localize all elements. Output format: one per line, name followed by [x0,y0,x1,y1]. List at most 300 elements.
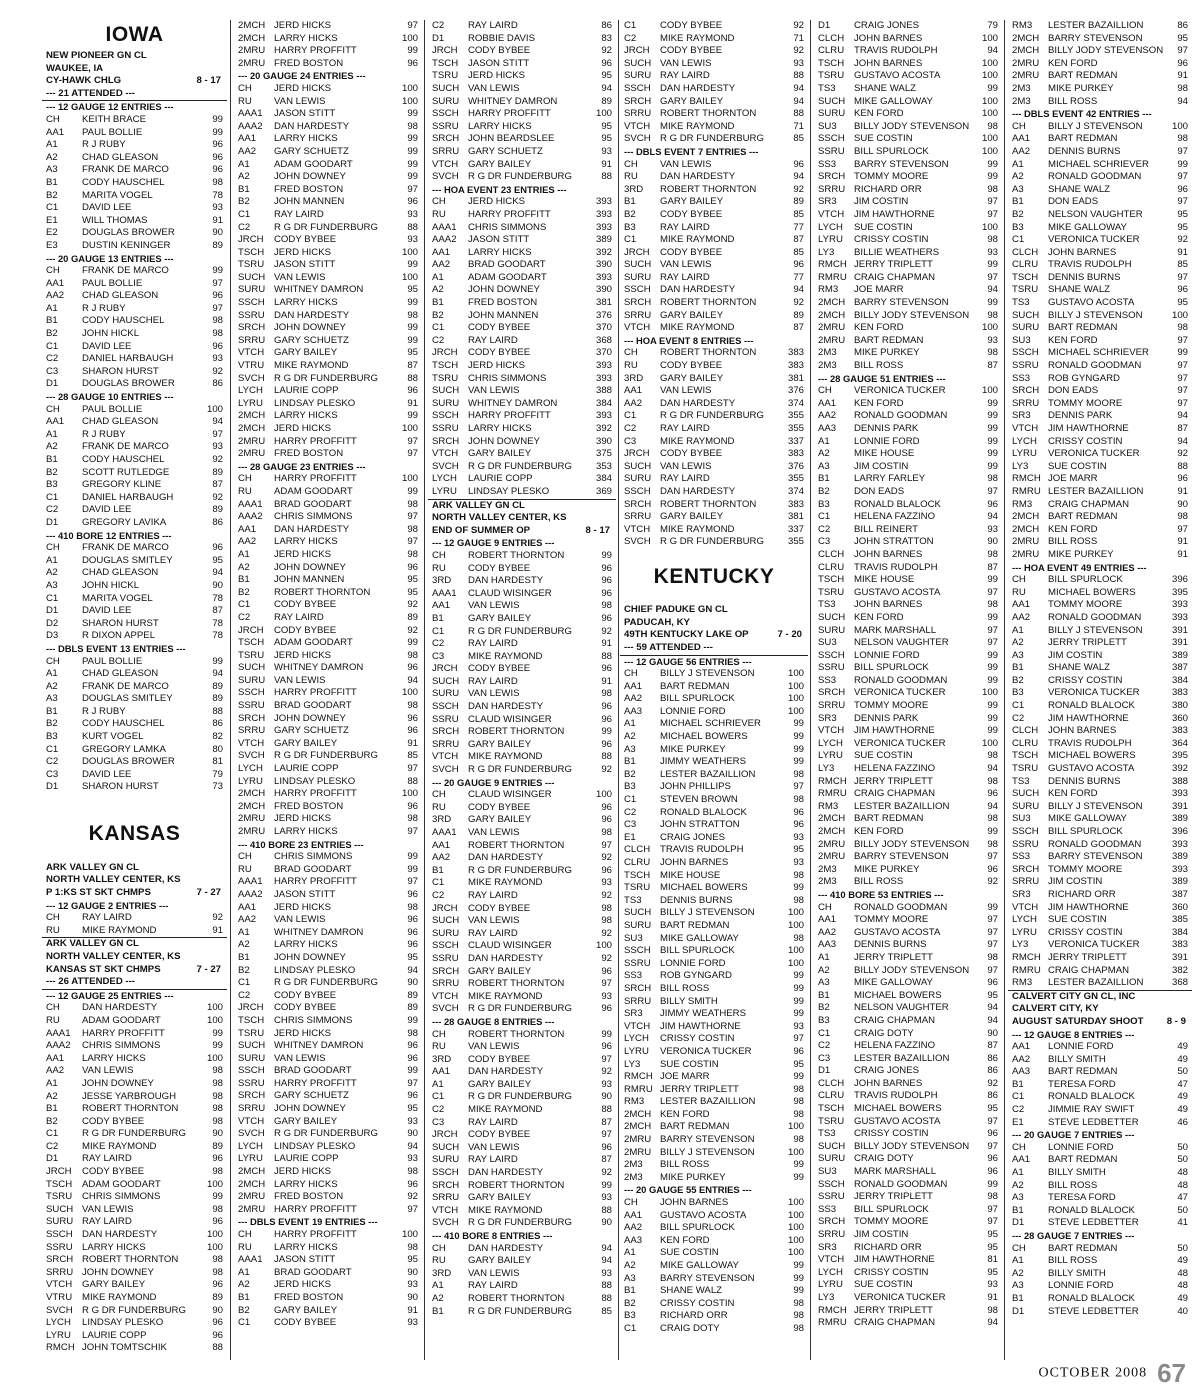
class-code: 2MRU [238,1191,266,1203]
score: 383 [1171,687,1188,699]
shooter-name: WHITNEY DAMRON [274,1040,364,1052]
score: 93 [601,1078,612,1090]
shooter-name: JERD HICKS [274,20,332,31]
score: 92 [601,1167,612,1179]
result-row [42,378,227,391]
result-row [234,574,422,587]
result-row [1008,448,1192,461]
score: 384 [1171,674,1188,686]
score: 92 [407,1191,418,1203]
class-code: A3 [818,977,830,989]
class-code: LYRU [238,1153,263,1165]
event-header: --- 28 GAUGE 23 ENTRIES --- [238,460,366,472]
result-row [814,310,1002,323]
class-code: 2M3 [624,1171,643,1183]
result-row [620,171,808,184]
class-code: C3 [818,1052,831,1064]
shooter-name: ROBERT THORNTON [468,978,565,990]
class-code: AAA1 [432,827,457,838]
class-code: SRCH [1012,863,1040,875]
score: 95 [987,1103,998,1115]
class-code: CH [46,912,60,924]
result-row [428,1243,616,1256]
class-code: AA1 [818,397,837,409]
shooter-name: WHITNEY DAMRON [468,397,558,409]
score: 88 [601,1292,612,1304]
shooter-name: MIKE RAYMOND [82,924,157,936]
class-code: SS3 [818,158,837,170]
score: 96 [987,1128,998,1140]
score: 392 [595,423,612,434]
shooter-name: CRAIG JONES [660,831,726,843]
class-code: B2 [46,1115,58,1127]
class-code: C2 [46,504,59,516]
result-row [1008,45,1192,58]
club-header-line: ARK VALLEY GN CL [432,499,525,511]
class-code: D2 [46,617,59,629]
result-row [234,813,422,826]
result-row [814,1116,1002,1129]
class-code: SSCH [1012,347,1039,359]
class-code: SURU [818,1153,846,1165]
shooter-name: MIKE RAYMOND [468,751,543,763]
result-row [428,688,616,701]
class-code: SSRU [818,1191,845,1203]
result-row [1008,1293,1192,1306]
class-code: B1 [1012,196,1024,208]
result-row [42,1141,227,1154]
score: 100 [401,271,418,283]
shooter-name: VAN LEWIS [468,915,520,927]
shooter-name: CRISSY COSTIN [660,1297,735,1309]
shooter-name: GARY BAILEY [468,738,532,750]
result-row [42,1028,227,1041]
score: 96 [407,662,418,674]
column-divider [424,20,425,1360]
result-row [1008,171,1192,184]
result-row [620,756,808,769]
class-code: SUCH [818,1140,846,1152]
result-row [234,322,422,335]
result-row [428,486,616,500]
shooter-name: JERD HICKS [274,548,332,560]
class-code: CH [1012,574,1026,586]
class-code: B2 [238,586,250,598]
shooter-name: MICHAEL SCHRIEVER [1048,347,1149,359]
result-row [814,473,1002,486]
shooter-name: RONALD GOODMAN [854,410,948,422]
score: 91 [601,675,612,687]
result-row [42,668,227,681]
shooter-name: RONALD GOODMAN [854,901,948,913]
class-code: 2MCH [624,1121,652,1133]
result-row [234,738,422,751]
score: 99 [793,756,804,768]
shooter-name: R G DR FUNDERBURG [82,1304,186,1316]
shooter-name: FRANK DE MARCO [82,265,169,277]
result-row [814,965,1002,978]
result-row [428,865,616,878]
class-code: TSRU [818,586,845,598]
score: 94 [987,1317,998,1329]
shooter-name: LONNIE FORD [660,705,726,717]
score: 99 [793,995,804,1007]
score: 95 [601,133,612,145]
score: 85 [1177,259,1188,271]
result-row [814,1292,1002,1305]
issue-date: OCTOBER 2008 [1038,1365,1148,1381]
result-row [234,562,422,575]
class-code: AAA2 [238,120,263,132]
class-code: 2M3 [818,360,837,372]
class-code: SSRU [1012,360,1039,372]
result-row [428,1255,616,1268]
score: 100 [981,70,998,82]
score: 100 [787,1209,804,1221]
score: 97 [1177,271,1188,283]
class-code: AA3 [624,1234,643,1246]
score: 92 [601,764,612,776]
class-code: SRRU [624,995,652,1007]
class-code: A1 [432,1078,444,1090]
result-row [620,473,808,486]
class-code: CH [432,789,446,801]
shooter-name: WHITNEY DAMRON [274,926,364,938]
class-code: SUCH [818,95,846,107]
shooter-name: JIM HAWTHORNE [854,725,935,737]
shooter-name: MARITA VOGEL [82,189,153,201]
result-row [234,1292,422,1305]
class-code: SRCH [432,965,460,977]
shooter-name: JERD HICKS [468,196,526,208]
shooter-name: R G DR FUNDERBURG [274,1128,378,1140]
shooter-name: BILL ROSS [1048,95,1098,107]
shooter-name: TRAVIS RUDOLPH [854,1090,938,1102]
shooter-name: JIMMIE RAY SWIFT [1048,1104,1135,1116]
result-row [428,1180,616,1193]
score: 99 [793,1260,804,1271]
score: 97 [987,637,998,649]
score: 100 [595,108,612,120]
class-code: C1 [624,20,637,31]
shooter-name: JERD HICKS [274,1279,332,1291]
score: 388 [1171,775,1188,787]
class-code: TSRU [432,70,459,82]
class-code: A2 [818,964,830,976]
result-row [1008,1117,1192,1130]
class-code: SVCH [238,1128,265,1140]
shooter-name: SHARON HURST [82,365,159,377]
result-row [234,536,422,549]
result-row [428,1142,616,1155]
shooter-name: DENNIS PARK [854,712,919,724]
result-row [234,612,422,625]
shooter-name: GARY BAILEY [468,158,532,170]
score: 383 [787,498,804,510]
result-row [428,373,616,386]
shooter-name: DOUGLAS SMITLEY [82,693,173,705]
result-row [42,1204,227,1217]
result-row [814,171,1002,184]
result-row [234,625,422,638]
score: 383 [787,347,804,359]
shooter-name: LARRY HICKS [468,120,532,132]
class-code: B2 [238,196,250,208]
shooter-name: GARY BAILEY [468,1078,532,1090]
shooter-name: DON EADS [854,485,905,497]
class-code: RMRU [818,788,847,800]
class-code: C1 [818,511,831,523]
result-row [234,234,422,247]
shooter-name: JOHN TOMTSCHIK [82,1342,167,1354]
shooter-name: MIKE RAYMOND [468,990,543,1002]
result-row [814,284,1002,297]
result-row [428,310,616,323]
class-code: B2 [46,718,58,730]
result-row [620,461,808,474]
result-row [1008,247,1192,260]
score: 98 [407,523,418,535]
shooter-name: JOHN BARNES [854,548,923,560]
score: 94 [1177,435,1188,447]
class-code: LY3 [818,246,835,258]
class-code: B1 [818,989,830,1001]
score: 96 [793,819,804,831]
score: 98 [407,548,418,560]
shooter-name: JOHN DOWNEY [82,1266,154,1278]
class-code: SURU [432,95,460,107]
score: 77 [793,221,804,233]
class-code: SRRU [1012,397,1040,409]
shooter-name: VAN LEWIS [82,1065,134,1077]
shooter-name: JIM HAWTHORNE [1048,901,1129,913]
result-row [620,96,808,109]
result-row [428,626,616,639]
score: 97 [407,826,418,837]
score: 97 [1177,45,1188,57]
shooter-name: DAN HARDESTY [468,952,544,964]
shoot-date: 7 - 27 [196,963,221,975]
result-row [42,1179,227,1192]
score: 97 [407,511,418,523]
shooter-name: R G DR FUNDERBURG [660,536,764,548]
score: 41 [1177,1217,1188,1229]
class-code: SR3 [624,1008,643,1020]
score: 92 [601,927,612,939]
result-row [234,1015,422,1028]
class-code: AA3 [818,423,837,434]
spacer [42,807,227,820]
shooter-name: SHANE WALZ [1048,662,1111,674]
shooter-name: TRAVIS RUDOLPH [854,45,938,57]
shoot-name: P 1:KS ST SKT CHMPS [46,887,151,898]
score: 100 [981,95,998,107]
shooter-name: JIM COSTIN [1048,649,1103,661]
result-row [234,1254,422,1267]
shooter-name: MIKE PURKEY [854,347,920,359]
shooter-name: BARRY STEVENSON [1048,32,1143,44]
score: 99 [987,171,998,183]
class-code: CH [238,473,252,485]
score: 95 [601,120,612,132]
shooter-name: BILL SPURLOCK [854,662,929,674]
score: 94 [601,1242,612,1254]
result-row [620,844,808,857]
class-code: VTRU [46,1292,73,1303]
shooter-name: CRAIG CHAPMAN [854,1014,936,1026]
result-row [1008,788,1192,801]
class-code: SSCH [624,945,651,957]
event-header: --- DBLS EVENT 19 ENTRIES --- [238,1216,378,1228]
shooter-name: RONALD BLALOCK [1048,1091,1135,1103]
club-header-line: NEW PIONEER GN CL [46,50,147,61]
class-code: B1 [46,705,58,717]
class-code: SSCH [238,1065,265,1077]
result-row [1008,864,1192,877]
shooter-name: MIKE RAYMOND [82,1292,157,1303]
event-header: --- 20 GAUGE 9 ENTRIES --- [432,776,555,788]
shooter-name: CHRIS SIMMONS [468,221,547,233]
class-code: SSRU [46,1241,73,1253]
result-row [428,171,616,184]
shooter-name: LONNIE FORD [660,957,726,969]
score: 89 [407,989,418,1001]
class-code: 2MCH [624,1108,652,1120]
score: 86 [987,1052,998,1064]
event-header: --- 12 GAUGE 8 ENTRIES --- [1012,1028,1135,1040]
shooter-name: KEN FORD [854,322,904,334]
result-row [234,927,422,940]
score: 393 [1171,611,1188,623]
shooter-name: RAY LAIRD [660,271,710,283]
shooter-name: GUSTAVO ACOSTA [854,1115,941,1127]
class-code: SRRU [432,1192,460,1204]
shooter-name: ROBERT THORNTON [660,498,757,510]
score: 87 [793,234,804,246]
result-row [42,756,227,769]
shooter-name: VAN LEWIS [274,271,326,283]
result-row [42,1191,227,1204]
score: 88 [793,70,804,82]
class-code: B1 [238,951,250,963]
class-code: TSCH [238,246,265,258]
result-row [42,618,227,631]
result-row [428,133,616,146]
result-row [42,441,227,454]
class-code: D1 [46,781,59,793]
shooter-name: BRAD GOODART [274,1266,352,1278]
class-code: SR3 [818,196,837,208]
class-code: SUCH [238,662,266,674]
result-row [42,315,227,328]
class-code: C2 [432,334,445,346]
shooter-name: HARRY PROFFITT [274,435,357,447]
class-code: B1 [238,574,250,586]
shooter-name: DENNIS BURNS [1048,271,1121,283]
result-row [620,360,808,373]
result-row [620,996,808,1009]
result-row [428,1117,616,1130]
class-code: CH [46,113,60,125]
result-row [814,687,1002,700]
class-code: SURU [624,919,652,931]
state-heading: KENTUCKY [653,564,775,588]
result-row [234,864,422,877]
result-row [428,1029,616,1042]
result-row [1008,58,1192,71]
shooter-name: LARRY HICKS [274,1178,338,1190]
class-code: D3 [46,630,59,642]
class-code: 2MRU [238,435,266,447]
result-row [814,272,1002,285]
score: 96 [212,1153,223,1165]
shooter-name: BRAD GOODART [274,1065,352,1077]
result-row [1008,700,1192,713]
score: 374 [787,485,804,497]
shooter-name: DAN HARDESTY [468,1242,544,1254]
result-row [234,108,422,121]
result-row [1008,486,1192,499]
shooter-name: VAN LEWIS [660,385,712,397]
score: 99 [793,1071,804,1083]
class-code: AAA1 [238,876,263,888]
class-code: AA2 [624,397,643,409]
result-row [428,928,616,941]
shoot-name: KANSAS ST SKT CHMPS [46,963,161,975]
result-row [1008,687,1192,700]
result-row [428,1167,616,1180]
shooter-name: BRAD GOODART [274,863,352,875]
score: 99 [987,397,998,409]
class-code: A3 [818,460,830,472]
class-code: SRRU [432,145,460,157]
shooter-name: BILLY SMITH [1048,1053,1106,1065]
score: 98 [793,1096,804,1108]
score: 98 [407,309,418,321]
shooter-name: GARY BAILEY [82,1279,146,1291]
shooter-name: CLAUD WISINGER [468,789,552,801]
class-code: SSRU [818,145,845,157]
result-row [428,802,616,815]
result-row [814,839,1002,852]
result-row [42,769,227,782]
shooter-name: TOMMY MOORE [1048,863,1123,875]
score: 91 [601,158,612,170]
class-code: C2 [432,889,445,901]
result-row [42,1254,227,1267]
shooter-name: JOHN HICKL [82,328,140,340]
result-row [1008,159,1192,172]
score: 98 [793,894,804,906]
result-row [814,121,1002,134]
score: 98 [987,775,998,787]
score: 94 [407,964,418,976]
score: 88 [601,1280,612,1292]
shooter-name: JOE MARR [1048,473,1098,485]
result-row [234,398,422,411]
shooter-name: BILL SPURLOCK [660,693,735,705]
shooter-name: RONALD GOODMAN [1048,360,1142,372]
score: 47 [1177,1078,1188,1090]
shooter-name: HELENA FAZZINO [854,1040,936,1052]
result-row [42,1128,227,1141]
result-row [620,1222,808,1235]
class-code: LYRU [818,750,843,762]
class-code: 2MRU [238,57,266,69]
shooter-name: GARY BAILEY [274,347,338,359]
score: 96 [601,612,612,624]
class-code: RM3 [818,800,839,812]
